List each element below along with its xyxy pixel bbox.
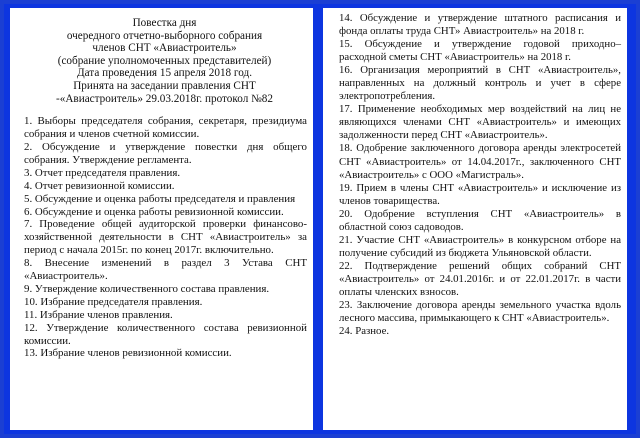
agenda-item: 9. Утверждение количественного состава правления.	[24, 282, 270, 295]
document-frame	[4, 4, 636, 434]
agenda-item: 20. Одобрение вступления СНТ «Авиастроитель» в областной союз садоводов.	[339, 207, 621, 233]
agenda-item: 13. Избрание членов ревизионной комиссии.	[24, 347, 232, 360]
agenda-item: 7. Проведение общей аудиторской проверки финансово-хозяйственной деятельности в СНТ «Авиастроитель» за период с начала 2015г. по конец 2017г. включительно.	[24, 218, 307, 257]
agenda-item: 14. Обсуждение и утверждение штатного расписания и фонда оплаты труда СНТ» Авиастроитель» на 2018 г.	[339, 12, 621, 38]
agenda-item: 2. Обсуждение и утверждение повестки дня общего собрания. Утверждение регламента.	[24, 140, 307, 166]
agenda-item: 5. Обсуждение и оценка работы председателя и правления	[24, 192, 296, 205]
meeting-format: (собрание уполномоченных представителей)	[57, 54, 272, 67]
agenda-item: 3. Отчет председателя правления.	[24, 166, 181, 179]
agenda-item: 22. Подтверждение решений общих собраний СНТ «Авиастроитель» от 24.01.2016г. и от 22.01.2017г. в части оплаты членских взносов.	[339, 259, 621, 298]
agenda-item: 18. Одобрение заключенного договора аренды электросетей СНТ «Авиастроитель» от 14.04.2017г., заключенного СНТ «Авиастроитель» с ООО «Магистраль».	[339, 142, 621, 181]
protocol-line: -«Авиастроитель» 29.03.2018г. протокол №82	[56, 92, 273, 105]
agenda-item: 6. Обсуждение и оценка работы ревизионной комиссии.	[24, 205, 284, 218]
agenda-item: 4. Отчет ревизионной комиссии.	[24, 179, 175, 192]
agenda-list-left	[10, 115, 313, 360]
agenda-item: 24. Разное.	[339, 325, 390, 338]
organization-members: членов СНТ «Авиастроитель»	[92, 42, 237, 55]
left-column	[10, 8, 313, 430]
agenda-item: 19. Прием в члены СНТ «Авиастроитель» и исключение из членов товарищества.	[339, 181, 621, 207]
agenda-item: 12. Утверждение количественного состава ревизионной комиссии.	[24, 321, 307, 347]
meeting-date: Дата проведения 15 апреля 2018 год.	[77, 67, 252, 80]
agenda-item: 8. Внесение изменений в раздел 3 Устава СНТ «Авиастроитель».	[24, 257, 307, 283]
agenda-header	[24, 8, 305, 105]
approval-line: Принята на заседании правления СНТ	[73, 79, 256, 92]
right-column	[323, 8, 627, 430]
agenda-item: 23. Заключение договора аренды земельного участка вдоль лесного массива, примыкающего к СНТ «Авиастроитель».	[339, 299, 621, 325]
agenda-item: 1. Выборы председателя собрания, секретаря, президиума собрания и членов счетной комиссии.	[24, 115, 307, 141]
agenda-item: 17. Применение необходимых мер воздействий на лиц не являющихся членами СНТ «Авиастроитель» и имеющих задолженности перед СНТ «Авиастроитель».	[339, 103, 621, 142]
agenda-item: 21. Участие СНТ «Авиастроитель» в конкурсном отборе на получение субсидий из бюджета Ульяновской области.	[339, 233, 621, 259]
agenda-title: Повестка дня	[132, 17, 197, 29]
meeting-type: очередного отчетно-выборного собрания	[66, 29, 263, 42]
agenda-item: 16. Организация мероприятий в СНТ «Авиастроитель», направленных на должный контроль и учет в сфере электропотребления.	[339, 64, 621, 103]
agenda-item: 15. Обсуждение и утверждение годовой приходно–расходной сметы СНТ «Авиастроитель» на 2018 г.	[339, 38, 621, 64]
agenda-item: 10. Избрание председателя правления.	[24, 295, 203, 308]
agenda-item: 11. Избрание членов правления.	[24, 308, 173, 321]
agenda-list-right	[323, 12, 627, 338]
